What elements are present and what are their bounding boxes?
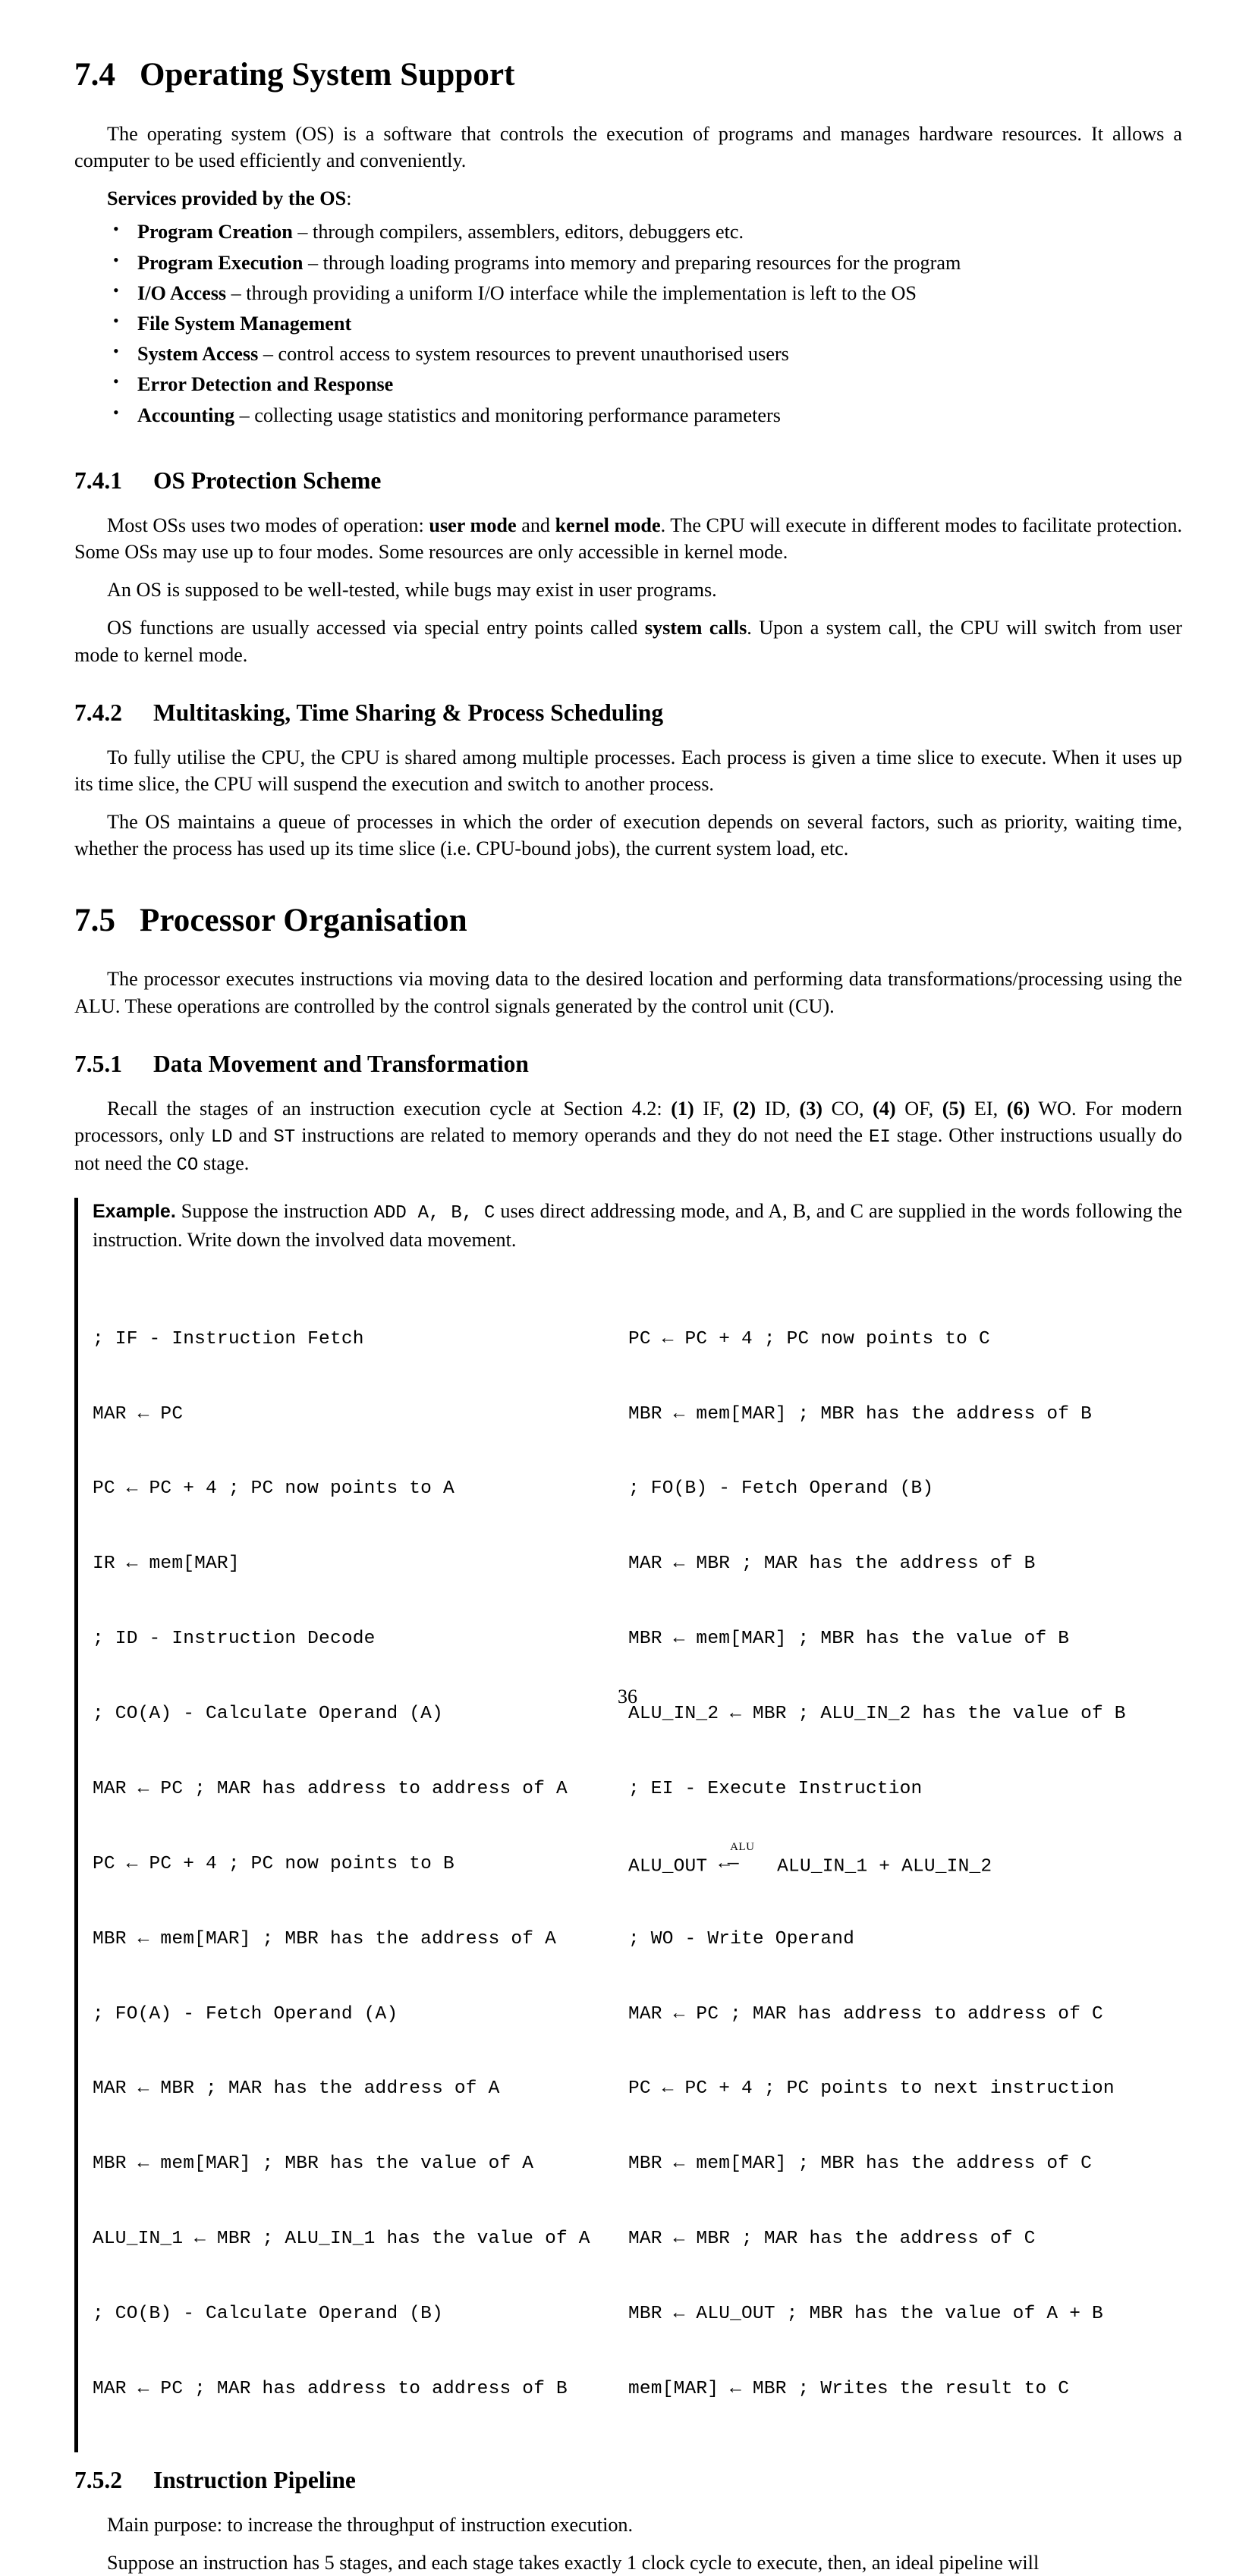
code-line-alu <box>628 1840 1182 1877</box>
code-ei: EI <box>869 1126 891 1148</box>
paragraph-os-intro: The operating system (OS) is a software that controls the execution of programs and manages hardware resources. It allows a computer to be used efficiently and conveniently. <box>74 122 1182 171</box>
heading-7-5 <box>74 902 1182 941</box>
text-run: Suppose the instruction <box>175 1200 374 1223</box>
service-term: File System Management <box>137 313 352 335</box>
paragraph-pipeline-2: Suppose an instruction has 5 stages, and each stage takes exactly 1 clock cycle to execute, then, an ideal pipeline will <box>107 2551 1040 2574</box>
heading-7-4-1-number: 7.4.1 <box>74 467 122 494</box>
service-term: Program Creation <box>137 221 293 243</box>
paragraph-protection-2: An OS is supposed to be well-tested, while bugs may exist in user programs. <box>107 579 717 602</box>
heading-7-4-title: Operating System Support <box>140 57 515 93</box>
heading-7-4-number: 7.4 <box>74 57 116 93</box>
list-item <box>107 222 1182 242</box>
services-lead-text: Services provided by the OS <box>107 187 347 210</box>
service-term: System Access <box>137 343 259 366</box>
heading-7-5-number: 7.5 <box>74 902 116 938</box>
stage-label: WO. <box>1030 1097 1086 1120</box>
services-lead-colon: : <box>346 187 352 210</box>
stage-number: (4) <box>873 1097 896 1120</box>
code-line: mem[MAR] ← MBR ; Writes the result to C <box>628 2378 1070 2399</box>
paragraph-protection-1 <box>74 512 1182 565</box>
service-desc: – through compilers, assemblers, editors, debuggers etc. <box>292 221 744 243</box>
code-line: MBR ← mem[MAR] ; MBR has the address of B <box>628 1403 1092 1425</box>
example-callout <box>74 1198 1182 2452</box>
code-st: ST <box>273 1126 296 1148</box>
code-column-right <box>628 1277 1182 2452</box>
service-desc: – through loading programs into memory and preparing resources for the program <box>303 251 961 274</box>
code-line: PC ← PC + 4 ; PC now points to A <box>93 1478 455 1500</box>
services-list <box>74 222 1182 425</box>
list-item <box>107 375 1182 394</box>
text-run: and <box>516 514 555 536</box>
code-line: MAR ← MBR ; MAR has the address of B <box>628 1553 1036 1575</box>
service-term: I/O Access <box>137 281 227 304</box>
service-term: Accounting <box>137 404 235 426</box>
text-run: OS functions are usually accessed via special entry points called <box>107 617 645 639</box>
alu-arrow-label: ALU <box>730 1840 755 1853</box>
list-item <box>107 314 1182 334</box>
text-run: stage. <box>198 1152 250 1175</box>
heading-7-5-2 <box>74 2466 1182 2495</box>
stage-label: IF, <box>694 1097 733 1120</box>
paragraph-pipeline-1: Main purpose: to increase the throughput of instruction execution. <box>107 2513 634 2536</box>
stage-number: (3) <box>799 1097 823 1120</box>
code-co: CO <box>176 1155 199 1176</box>
code-line: PC ← PC + 4 ; PC now points to C <box>628 1328 990 1349</box>
heading-7-4-2 <box>74 699 1182 727</box>
stage-label: OF, <box>895 1097 942 1120</box>
alu-labelled-arrow-icon <box>719 1840 766 1874</box>
stage-number: (5) <box>942 1097 966 1120</box>
list-item <box>107 344 1182 364</box>
code-line: ; EI - Execute Instruction <box>628 1778 923 1799</box>
service-desc: – collecting usage statistics and monitoring performance parameters <box>234 404 781 426</box>
heading-7-5-1-number: 7.5.1 <box>74 1050 122 1077</box>
code-run: ALU_OUT <box>628 1856 719 1877</box>
heading-7-4-1 <box>74 467 1182 495</box>
code-line: MBR ← mem[MAR] ; MBR has the value of A <box>93 2153 534 2175</box>
code-instruction: ADD A, B, C <box>373 1203 495 1224</box>
text-run: . Upon a system call, the CPU will switch from user mode to kernel mode. <box>74 617 1182 666</box>
services-lead <box>74 185 1182 212</box>
code-line: MAR ← MBR ; MAR has the address of C <box>628 2229 1036 2250</box>
heading-7-5-1-title: Data Movement and Transformation <box>153 1050 529 1077</box>
heading-7-4-2-number: 7.4.2 <box>74 699 122 726</box>
code-ld: LD <box>210 1126 233 1148</box>
code-line: MAR ← PC ; MAR has address to address of B <box>93 2378 568 2399</box>
service-term: Program Execution <box>137 251 304 274</box>
text-run: For modern processors, only <box>74 1097 1183 1146</box>
text-run: Recall the stages of an instruction execution cycle at Section 4.2: <box>107 1097 672 1120</box>
service-desc: – through providing a uniform I/O interface while the implementation is left to the OS <box>226 281 917 304</box>
code-line: ; IF - Instruction Fetch <box>93 1328 364 1349</box>
list-item <box>107 406 1182 426</box>
code-line: MAR ← PC ; MAR has address to address of C <box>628 2003 1103 2025</box>
code-listing <box>93 1277 1182 2452</box>
stage-number: (2) <box>732 1097 756 1120</box>
service-term: Error Detection and Response <box>137 373 394 396</box>
heading-7-5-1 <box>74 1050 1182 1079</box>
code-line: PC ← PC + 4 ; PC points to next instruction <box>628 2078 1115 2100</box>
stage-label: EI, <box>965 1097 1007 1120</box>
list-item <box>107 253 1182 273</box>
code-line: ; FO(B) - Fetch Operand (B) <box>628 1478 934 1500</box>
code-line: MAR ← MBR ; MAR has the address of A <box>93 2078 500 2100</box>
paragraph-multitasking-1: To fully utilise the CPU, the CPU is shared among multiple processes. Each process is given a time slice to execute. When it uses up its time slice, the CPU will suspend the execution and switch to another process. <box>74 746 1182 795</box>
code-column-left <box>93 1277 628 2452</box>
page-number: 36 <box>618 1685 637 1707</box>
code-line: IR ← mem[MAR] <box>93 1553 240 1575</box>
heading-7-4 <box>74 56 1182 95</box>
code-line: MBR ← ALU_OUT ; MBR has the value of A + B <box>628 2304 1103 2325</box>
service-desc: – control access to system resources to prevent unauthorised users <box>258 343 789 366</box>
text-run: . The CPU will execute in different modes to facilitate protection. Some OSs may use up to four modes. Some resources are only accessible in kernel mode. <box>74 514 1183 563</box>
term-system-calls: system calls <box>644 617 747 639</box>
text-run: uses direct addressing mode, and A, B, and C are supplied in the words following the instruction. Write down the involved data movement. <box>93 1200 1182 1251</box>
text-run: instructions are related to memory operands and they do not need the <box>295 1123 870 1146</box>
term-kernel-mode: kernel mode <box>555 514 661 536</box>
text-run: stage. Other instructions usually do not need the <box>74 1123 1182 1175</box>
code-line: ; WO - Write Operand <box>628 1928 855 1949</box>
heading-7-4-1-title: OS Protection Scheme <box>153 467 382 494</box>
code-line: ; ID - Instruction Decode <box>93 1629 376 1650</box>
stage-number: (6) <box>1006 1097 1030 1120</box>
stage-label: ID, <box>756 1097 800 1120</box>
text-run: Most OSs uses two modes of operation: <box>107 514 429 536</box>
example-text <box>93 1198 1182 1253</box>
paragraph-protection-3 <box>74 614 1182 668</box>
code-line: ALU_IN_1 ← MBR ; ALU_IN_1 has the value of A <box>93 2229 590 2250</box>
heading-7-4-2-title: Multitasking, Time Sharing & Process Scheduling <box>153 699 664 726</box>
heading-7-5-title: Processor Organisation <box>140 902 467 938</box>
term-user-mode: user mode <box>429 514 517 536</box>
code-line: MAR ← PC <box>93 1403 184 1425</box>
paragraph-processor-intro: The processor executes instructions via moving data to the desired location and performing data transformations/processing using the ALU. These operations are controlled by the control signals generated by the control unit (CU). <box>74 968 1182 1017</box>
heading-7-5-2-number: 7.5.2 <box>74 2466 122 2493</box>
code-line: MBR ← mem[MAR] ; MBR has the value of B <box>628 1629 1070 1650</box>
code-run: ALU_IN_1 + ALU_IN_2 <box>766 1856 992 1877</box>
code-line: ; CO(A) - Calculate Operand (A) <box>93 1704 443 1725</box>
code-line: MBR ← mem[MAR] ; MBR has the address of A <box>93 1928 556 1949</box>
code-line: ; CO(B) - Calculate Operand (B) <box>93 2304 443 2325</box>
text-run: and <box>232 1123 274 1146</box>
paragraph-multitasking-2: The OS maintains a queue of processes in which the order of execution depends on several factors, such as priority, waiting time, whether the process has used up its time slice (i.e. CPU-bound jobs), the current system load, etc. <box>74 811 1182 860</box>
list-item <box>107 281 1182 304</box>
code-line: PC ← PC + 4 ; PC now points to B <box>93 1853 455 1874</box>
code-line: ; FO(A) - Fetch Operand (A) <box>93 2003 398 2025</box>
code-line: ALU_IN_2 ← MBR ; ALU_IN_2 has the value of B <box>628 1704 1126 1725</box>
page-content <box>74 56 1182 2576</box>
leftarrow-icon: ←— <box>719 1853 737 1874</box>
code-line: MBR ← mem[MAR] ; MBR has the address of C <box>628 2153 1092 2175</box>
paragraph-recall-stages <box>74 1095 1182 1179</box>
heading-7-5-2-title: Instruction Pipeline <box>153 2466 356 2493</box>
code-line: MAR ← PC ; MAR has address to address of A <box>93 1778 568 1799</box>
stage-label: CO, <box>823 1097 873 1120</box>
example-label: Example. <box>93 1201 176 1223</box>
stage-number: (1) <box>671 1097 694 1120</box>
